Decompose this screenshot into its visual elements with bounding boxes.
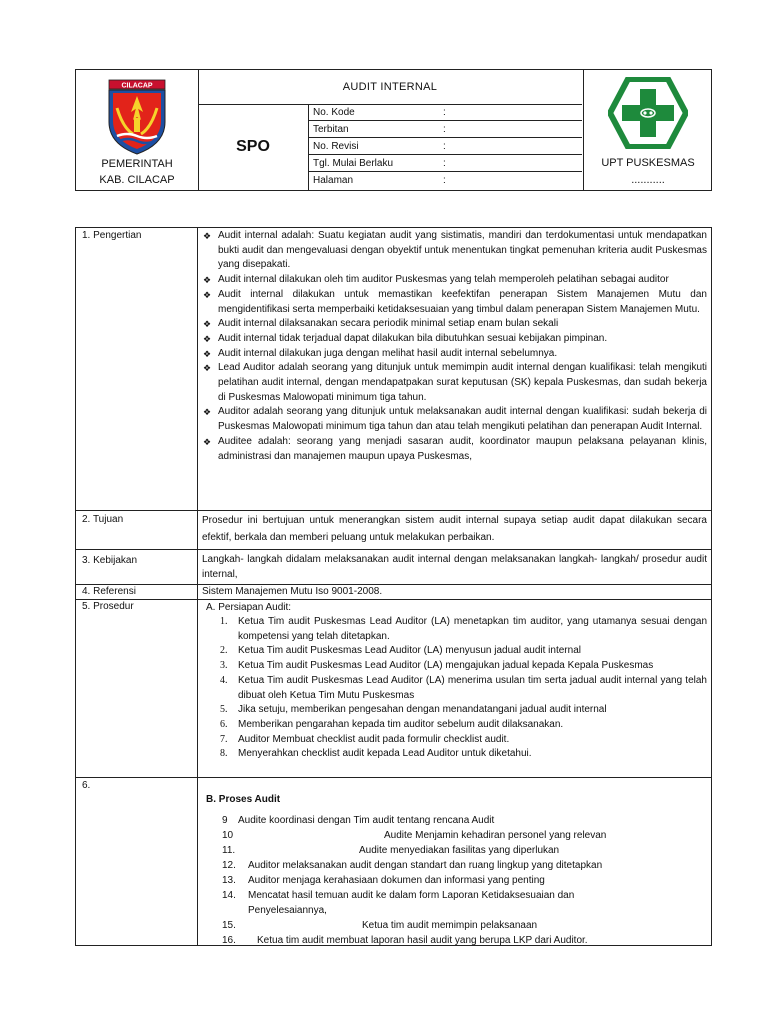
gov-name-line1: PEMERINTAH xyxy=(101,158,173,170)
list-item xyxy=(202,828,707,843)
section-content-prosedur xyxy=(202,600,707,762)
step-text: Ketua tim audit memimpin pelaksanaan xyxy=(362,920,538,931)
meta-label: Halaman xyxy=(313,175,354,186)
step-text: Audite menyediakan fasilitas yang diperlukan xyxy=(359,845,560,856)
step-number: 16. xyxy=(222,935,236,946)
step-number: 1. xyxy=(220,616,228,627)
section-label-tujuan: 2. Tujuan xyxy=(82,514,124,525)
document-header xyxy=(75,69,712,191)
section-content-proses xyxy=(202,792,707,948)
section-label-pengertian: 1. Pengertian xyxy=(82,230,142,241)
meta-colon: : xyxy=(443,107,446,118)
step-number: 7. xyxy=(220,733,228,745)
section-label-referensi: 4. Referensi xyxy=(82,586,136,597)
meta-colon: : xyxy=(443,141,446,152)
list-item: ❖ Audit internal dilakukan juga dengan melihat hasil audit internal sebelumnya. xyxy=(202,347,707,362)
step-number: 5. xyxy=(220,704,228,716)
step-number: 4. xyxy=(220,674,228,686)
step-number: 10 xyxy=(222,830,234,841)
list-item xyxy=(202,659,707,674)
list-item xyxy=(202,858,707,873)
list-item: ❖ Audit internal adalah: Suatu kegiatan audit yang sistimatis, mandiri dan terdokumentasi untuk mendapatkan bukti audit dan mengevaluasi dengan obyektif untuk menentukan tingkat pemenuhan kriteria audit Puskesmas yang disepakati. xyxy=(202,229,707,273)
step-text: Ketua tim audit membuat laporan hasil audit yang berupa LKP dari Auditor. xyxy=(257,935,588,946)
step-text: Memberikan pengarahan kepada tim auditor sebelum audit dilaksanakan. xyxy=(238,718,564,730)
list-item: ❖ Audit internal dilaksanakan secara periodik minimal setiap enam bulan sekali xyxy=(202,317,707,332)
step-text: Auditor menjaga kerahasiaan dokumen dan informasi yang penting xyxy=(248,875,545,886)
puskesmas-logo-cell xyxy=(583,70,712,190)
proses-heading: B. Proses Audit xyxy=(206,794,281,805)
list-item: ❖ Auditor adalah seorang yang ditunjuk untuk melaksanakan audit internal dengan kualifikasi: sudah bekerja di Puskesmas Malowopati minimum tiga tahun dan atau telah mengikuti pelatihan dan penerapan Audit Internal. xyxy=(202,405,707,434)
step-number: 13. xyxy=(222,875,236,886)
step-number: 2. xyxy=(220,645,228,657)
list-item: ❖ Audit internal tidak terjadual dapat dilakukan bila dibutuhkan sesuai kebijakan pimpinan. xyxy=(202,332,707,347)
list-item xyxy=(202,747,707,762)
spo-label: SPO xyxy=(198,104,309,190)
list-item xyxy=(202,733,707,748)
step-text: Jika setuju, memberikan pengesahan dengan menandatangani jadual audit internal xyxy=(238,704,607,716)
section-content-kebijakan: Langkah- langkah didalam melaksanakan audit internal dengan melaksanakan langkah- langkah/ prosedur audit internal, xyxy=(202,554,707,580)
step-text: Ketua Tim audit Puskesmas Lead Auditor (LA) mengajukan jadual kepada Kepala Puskesmas xyxy=(238,660,654,672)
meta-label: No. Revisi xyxy=(313,141,359,152)
step-number: 8. xyxy=(220,748,228,760)
meta-label: Terbitan xyxy=(313,124,349,135)
step-text: Mencatat hasil temuan audit ke dalam form Laporan Ketidaksesuaian dan Penyelesaiannya, xyxy=(248,890,575,916)
section-label-kebijakan: 3. Kebijakan xyxy=(82,555,138,566)
unit-name-line1: UPT PUSKESMAS xyxy=(601,157,695,169)
prosedur-steps xyxy=(202,615,707,762)
section-content-referensi: Sistem Manajemen Mutu Iso 9001-2008. xyxy=(202,586,383,597)
list-item: ❖ Auditee adalah: seorang yang menjadi sasaran audit, koordinator maupun pelaksana pelayanan klinis, administrasi dan manajemen maupun upaya Puskesmas, xyxy=(202,435,707,464)
meta-row-no-revisi xyxy=(309,138,582,155)
list-item xyxy=(202,674,707,703)
list-item xyxy=(202,843,707,858)
section-content-pengertian xyxy=(202,229,707,464)
step-text: Ketua Tim audit Puskesmas Lead Auditor (LA) menetapkan tim auditor, yang utamanya sesuai dengan kompetensi yang telah ditetapkan. xyxy=(238,616,707,642)
step-number: 11. xyxy=(222,845,236,856)
meta-row-no-kode xyxy=(309,104,582,121)
step-text: Audite koordinasi dengan Tim audit tentang rencana Audit xyxy=(238,815,495,826)
prosedur-heading: A. Persiapan Audit: xyxy=(206,602,292,613)
procedure-table xyxy=(75,227,712,946)
step-text: Auditor melaksanakan audit dengan standart dan ruang lingkup yang ditetapkan xyxy=(248,860,603,871)
column-divider xyxy=(197,228,198,945)
row-divider xyxy=(76,549,711,550)
list-item: ❖ Lead Auditor adalah seorang yang ditunjuk untuk memimpin audit internal dengan kualifikasi: telah mengikuti pelatihan audit internal, dengan mendapatpakan surat keputusan (SK) kepala Puskesmas, dan sudah bekerja di Puskesmas Malowopati minimum tiga tahun. xyxy=(202,361,707,405)
step-number: 9 xyxy=(222,815,228,826)
step-number: 3. xyxy=(220,660,228,672)
list-item: ❖ Audit internal dilakukan untuk memastikan keefektifan penerapan Sistem Manajemen Mutu dan mengidentifikasi serta memperbaiki ketidaksesuaian yang timbul dalam penerapan Sistem Manajemen Mutu. xyxy=(202,288,707,317)
list-item xyxy=(202,888,707,918)
step-text: Menyerahkan checklist audit kepada Lead Auditor untuk diketahui. xyxy=(238,748,532,760)
title-cell xyxy=(198,70,582,190)
pengertian-list xyxy=(202,229,707,464)
step-number: 14. xyxy=(222,890,236,901)
meta-colon: : xyxy=(443,124,446,135)
step-number: 15. xyxy=(222,920,236,931)
crest-banner-text: CILACAP xyxy=(121,82,153,90)
step-text: Ketua Tim audit Puskesmas Lead Auditor (LA) menerima usulan tim serta jadual audit internal yang telah dibuat oleh Ketua Tim Mutu Puskesmas xyxy=(238,674,707,701)
step-number: 6. xyxy=(220,718,228,730)
section-label-prosedur: 5. Prosedur xyxy=(82,601,134,612)
meta-label: Tgl. Mulai Berlaku xyxy=(313,158,394,169)
list-item xyxy=(202,644,707,659)
puskesmas-logo-icon xyxy=(608,77,688,149)
step-text: Audite Menjamin kehadiran personel yang relevan xyxy=(384,830,607,841)
section-content-tujuan: Prosedur ini bertujuan untuk menerangkan sistem audit internal supaya setiap audit dapat dilakukan secara efektif, berkala dan memberi peluang untuk melakukan perbaikan. xyxy=(202,515,707,543)
meta-row-terbitan xyxy=(309,121,582,138)
step-text: Ketua Tim audit Puskesmas Lead Auditor (LA) menyusun jadual audit internal xyxy=(238,645,581,657)
gov-name-line2: KAB. CILACAP xyxy=(99,174,175,186)
meta-colon: : xyxy=(443,158,446,169)
document-title: AUDIT INTERNAL xyxy=(198,70,582,105)
list-item xyxy=(202,718,707,733)
step-number: 12. xyxy=(222,860,236,871)
list-item xyxy=(202,615,707,644)
section-label-proses: 6. xyxy=(82,780,91,791)
list-item: ❖ Audit internal dilakukan oleh tim auditor Puskesmas yang telah memperoleh pelatihan sebagai auditor xyxy=(202,273,707,288)
list-item xyxy=(202,918,707,933)
list-item xyxy=(202,813,707,828)
meta-row-tgl-mulai xyxy=(309,155,582,172)
meta-colon: : xyxy=(443,175,446,186)
row-divider xyxy=(76,510,711,511)
list-item xyxy=(202,933,707,948)
cilacap-crest-icon xyxy=(103,78,171,156)
row-divider xyxy=(76,777,711,778)
gov-logo-cell xyxy=(76,70,199,190)
meta-label: No. Kode xyxy=(313,107,355,118)
meta-row-halaman xyxy=(309,172,582,189)
list-item xyxy=(202,703,707,718)
step-text: Auditor Membuat checklist audit pada formulir checklist audit. xyxy=(238,733,510,745)
list-item xyxy=(202,873,707,888)
unit-name-line2: ........... xyxy=(631,174,665,186)
